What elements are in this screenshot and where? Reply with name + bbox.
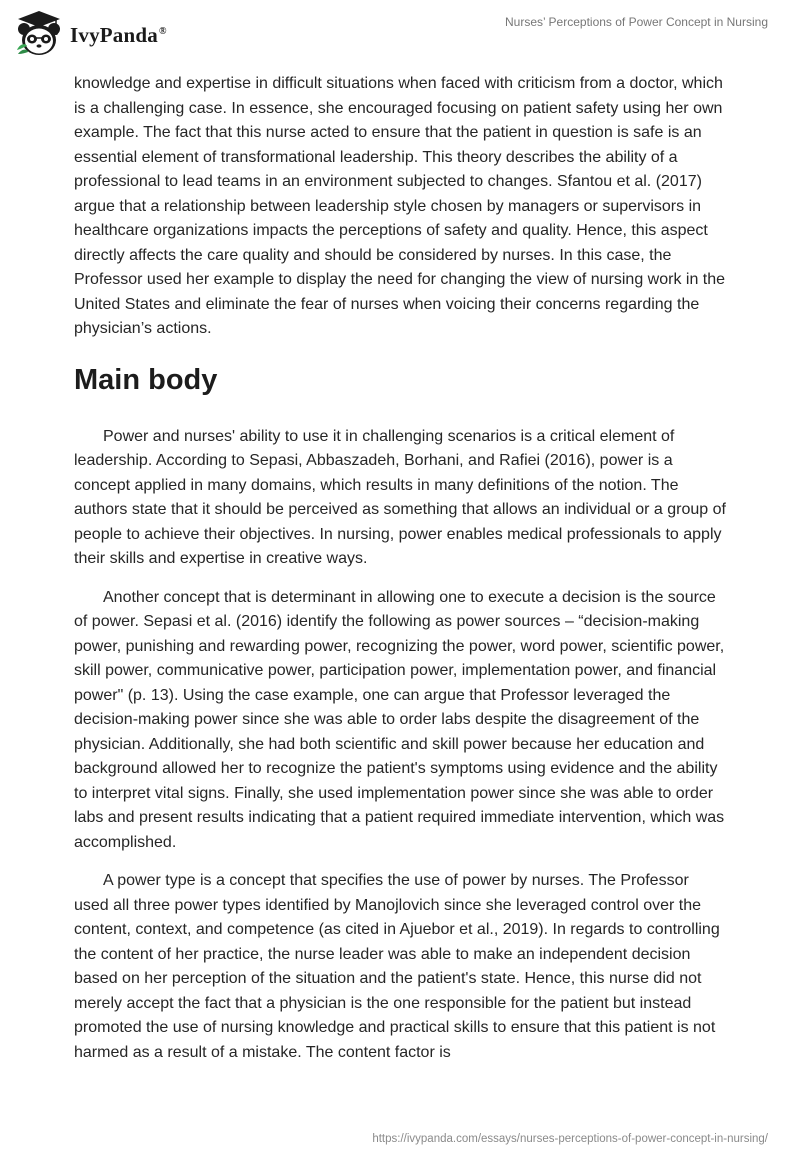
panda-logo-icon (14, 10, 64, 58)
registered-mark: ® (158, 25, 167, 37)
page-header (0, 0, 800, 70)
logo-text: IvyPanda® (70, 22, 167, 47)
footer-source-url[interactable]: https://ivypanda.com/essays/nurses-perceptions-of-power-concept-in-nursing/ (372, 1133, 768, 1145)
logo[interactable] (14, 10, 167, 58)
paragraph-intro: knowledge and expertise in difficult situations when faced with criticism from a doctor, which is a challenging case. In essence, she encouraged focusing on patient safety using her own example. The fact that this nurse acted to ensure that the patient in question is safe is an essential element of transformational leadership. This theory describes the ability of a professional to lead teams in an environment subjected to changes. Sfantou et al. (2017) argue that a relationship between leadership style chosen by managers or supervisors in healthcare organizations impacts the perceptions of safety and quality. Hence, this aspect directly affects the care quality and should be considered by nurses. In this case, the Professor used her example to display the need for changing the view of nursing work in the United States and eliminate the fear of nurses when voicing their concerns regarding the physician’s actions. (74, 75, 726, 337)
paragraph-power-types: A power type is a concept that specifies the use of power by nurses. The Professor used all three power types identified by Manojlovich since she leveraged control over the content, context, and competence (as cited in Ajuebor et al., 2019). In regards to controlling the content of her practice, the nurse leader was able to make an independent decision based on her perception of the situation and the patient's state. Hence, this nurse did not merely accept the fact that a physician is the one responsible for the patient but instead promoted the use of nursing knowledge and practical skills to ensure that this patient is not harmed as a result of a mistake. The content factor is (74, 872, 720, 1061)
paragraph-power: Power and nurses' ability to use it in challenging scenarios is a critical element of leadership. According to Sepasi, Abbaszadeh, Borhani, and Rafiei (2016), power is a concept applied in many domains, which results in many definitions of the notion. The authors state that it should be perceived as something that allows an individual or a group of people to achieve their objectives. In nursing, power enables medical professionals to apply their skills and expertise in creative ways. (74, 427, 726, 567)
section-heading-main-body: Main body (74, 363, 218, 396)
essay-body (74, 72, 726, 1079)
paragraph-power-sources: Another concept that is determinant in allowing one to execute a decision is the source of power. Sepasi et al. (2016) identify the following as power sources – “decision-making power, punishing and rewarding power, recognizing the power, word power, scientific power, skill power, communicative power, participation power, implementation power, and financial power" (p. 13). Using the case example, one can argue that Professor leveraged the decision-making power since she was able to order labs despite the disagreement of the physician. Additionally, she had both scientific and skill power because her education and background allowed her to recognize the patient's symptoms using evidence and the ability to interpret vital signs. Finally, she used implementation power since she was able to order labs and present results indicating that a patient required immediate intervention, which was accomplished. (74, 588, 725, 851)
document-title: Nurses’ Perceptions of Power Concept in Nursing (504, 15, 768, 29)
